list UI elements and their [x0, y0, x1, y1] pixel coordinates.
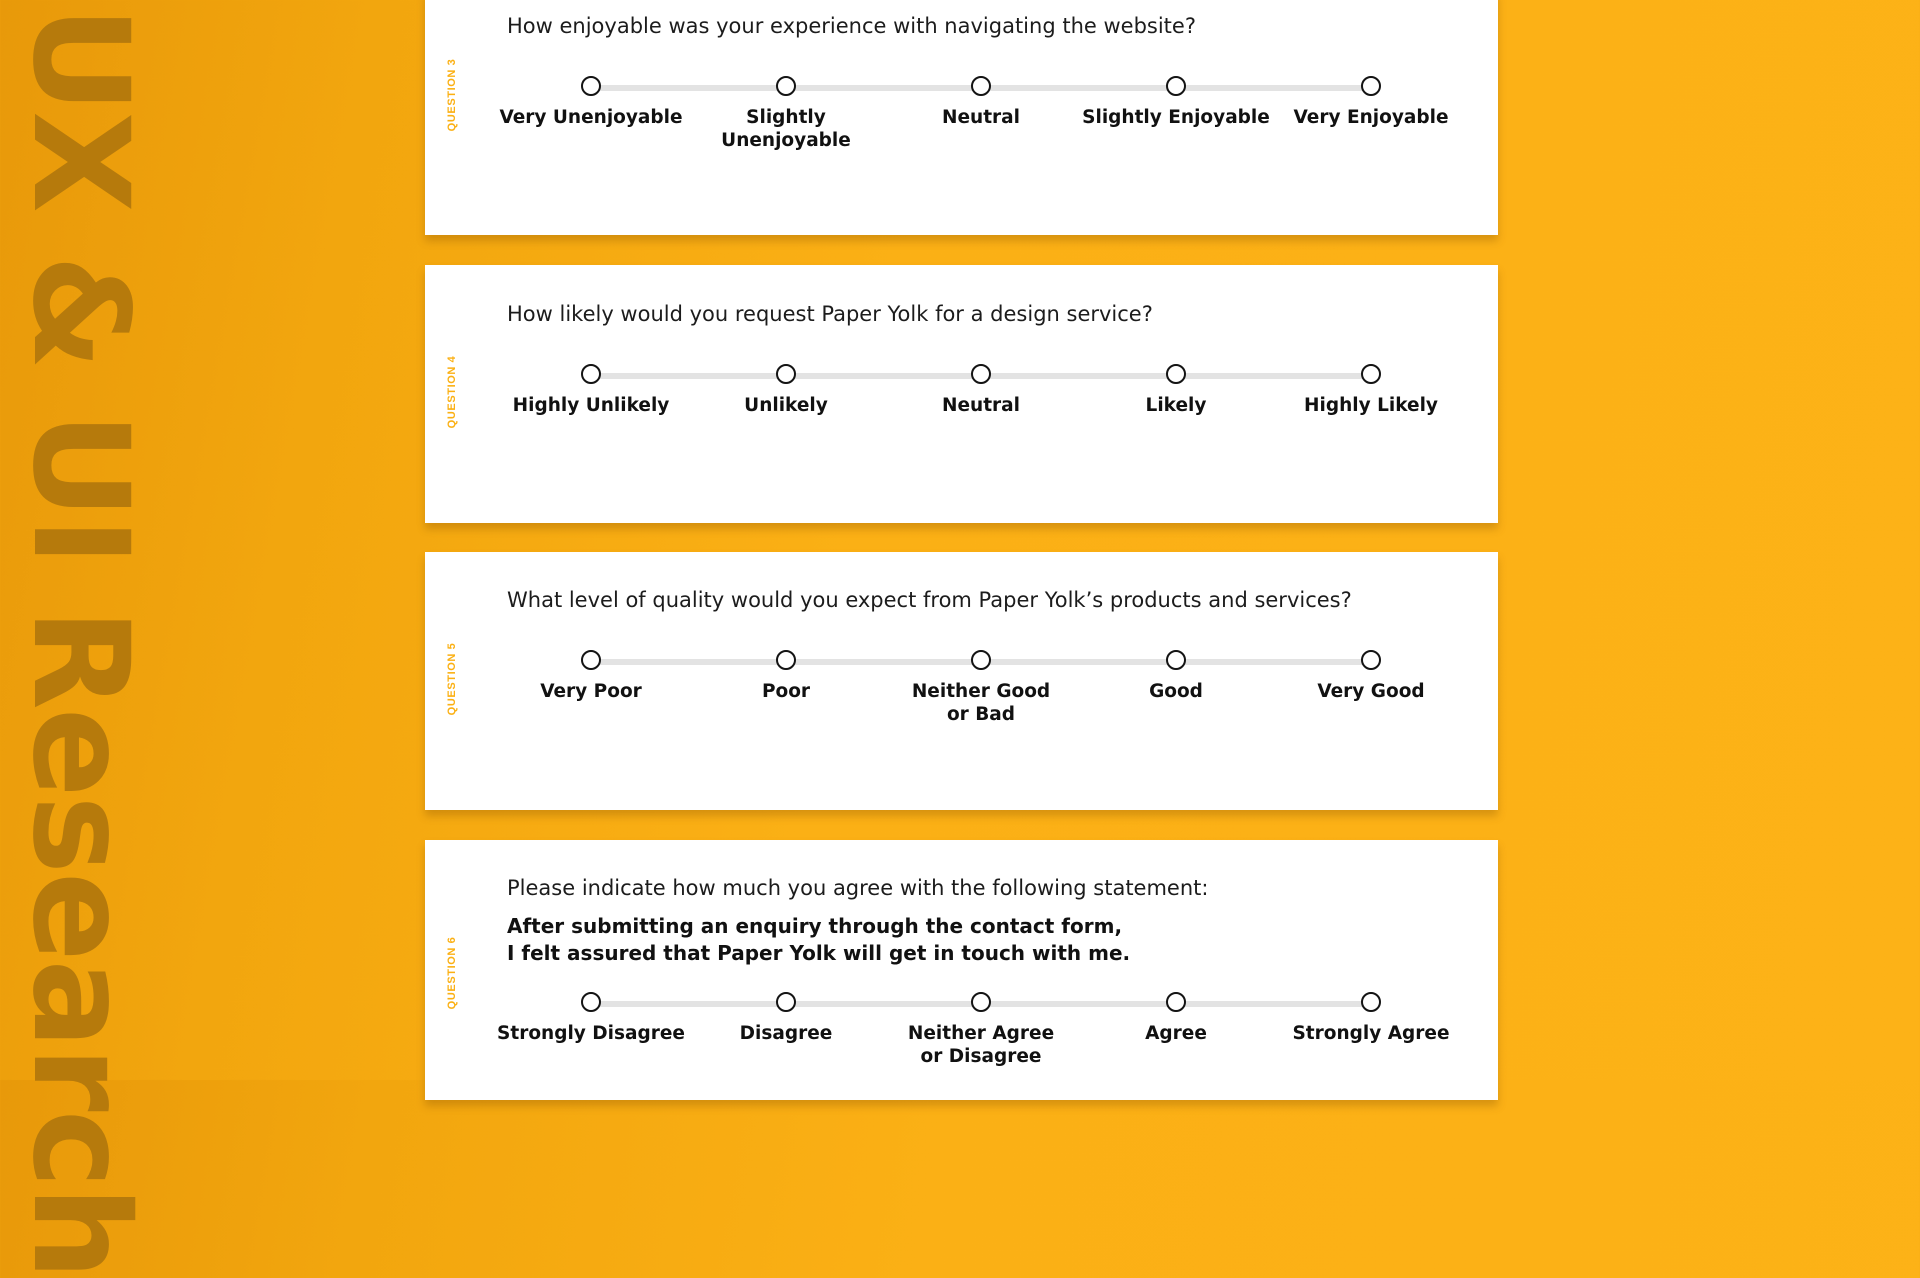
option-strongly-agree[interactable] [1273, 987, 1469, 1045]
question-text: Please indicate how much you agree with the following statement: [507, 876, 1209, 900]
rating-scale [497, 987, 1467, 1097]
radio-button[interactable] [1361, 364, 1381, 384]
question-text: What level of quality would you expect from Paper Yolk’s products and services? [507, 588, 1352, 612]
option-label: Very Enjoyable [1293, 107, 1449, 128]
option-poor[interactable] [688, 645, 884, 703]
option-label: Neither Agree or Disagree [907, 1023, 1055, 1067]
option-disagree[interactable] [688, 987, 884, 1045]
rating-scale [507, 359, 1467, 469]
option-label: Good [1149, 681, 1203, 702]
question-tag: QUESTION 3 [446, 58, 458, 132]
question-tag: QUESTION 5 [446, 642, 458, 716]
option-highly-unlikely[interactable] [493, 359, 689, 417]
option-label: Poor [761, 681, 811, 702]
option-label: Neither Good or Bad [911, 681, 1051, 725]
option-good[interactable] [1078, 645, 1274, 703]
radio-button[interactable] [776, 364, 796, 384]
radio-button[interactable] [1166, 992, 1186, 1012]
radio-button[interactable] [1361, 76, 1381, 96]
radio-button[interactable] [1166, 364, 1186, 384]
question-text: How enjoyable was your experience with navigating the website? [507, 14, 1196, 38]
option-neutral[interactable] [883, 71, 1079, 129]
option-agree[interactable] [1078, 987, 1274, 1045]
option-label: Highly Likely [1304, 395, 1438, 416]
option-neither-agree-or-disagree[interactable] [883, 987, 1079, 1068]
radio-button[interactable] [1166, 650, 1186, 670]
radio-button[interactable] [971, 364, 991, 384]
option-label: Very Good [1317, 681, 1425, 702]
option-label: Agree [1145, 1023, 1207, 1044]
radio-button[interactable] [1166, 76, 1186, 96]
option-very-good[interactable] [1273, 645, 1469, 703]
question-text: How likely would you request Paper Yolk for a design service? [507, 302, 1153, 326]
radio-button[interactable] [971, 992, 991, 1012]
option-very-enjoyable[interactable] [1273, 71, 1469, 129]
option-label: Strongly Agree [1292, 1023, 1450, 1044]
option-label: Very Poor [540, 681, 642, 702]
radio-button[interactable] [776, 992, 796, 1012]
option-label: Neutral [942, 395, 1020, 416]
radio-button[interactable] [581, 992, 601, 1012]
option-highly-likely[interactable] [1273, 359, 1469, 417]
radio-button[interactable] [971, 650, 991, 670]
option-neither-good-or-bad[interactable] [883, 645, 1079, 726]
radio-button[interactable] [776, 76, 796, 96]
radio-button[interactable] [581, 650, 601, 670]
option-slightly-unenjoyable[interactable] [688, 71, 884, 152]
option-label: Strongly Disagree [497, 1023, 685, 1044]
option-label: Likely [1145, 395, 1207, 416]
option-unlikely[interactable] [688, 359, 884, 417]
option-label: Highly Unlikely [512, 395, 670, 416]
statement-line-2: I felt assured that Paper Yolk will get in touch with me. [507, 941, 1131, 965]
option-strongly-disagree[interactable] [493, 987, 689, 1045]
radio-button[interactable] [581, 364, 601, 384]
question-tag: QUESTION 6 [446, 936, 458, 1010]
option-label: Slightly Enjoyable [1082, 107, 1270, 128]
question-tag: QUESTION 4 [446, 355, 458, 429]
rating-scale [499, 71, 1467, 181]
option-label: Very Unenjoyable [499, 107, 683, 128]
option-neutral[interactable] [883, 359, 1079, 417]
side-title: UX & UI Research [3, 6, 157, 1278]
rating-scale [507, 645, 1467, 755]
radio-button[interactable] [1361, 992, 1381, 1012]
option-very-poor[interactable] [493, 645, 689, 703]
radio-button[interactable] [1361, 650, 1381, 670]
question-card-3 [425, 0, 1498, 235]
statement-line-1: After submitting an enquiry through the contact form, [507, 914, 1123, 938]
question-card-6 [425, 840, 1498, 1100]
option-slightly-enjoyable[interactable] [1078, 71, 1274, 129]
option-likely[interactable] [1078, 359, 1274, 417]
option-label: Slightly Unenjoyable [721, 107, 851, 151]
radio-button[interactable] [971, 76, 991, 96]
question-card-5 [425, 552, 1498, 810]
question-statement [507, 913, 1130, 967]
radio-button[interactable] [776, 650, 796, 670]
option-label: Disagree [739, 1023, 833, 1044]
option-very-unenjoyable[interactable] [493, 71, 689, 129]
option-label: Neutral [942, 107, 1020, 128]
question-card-4 [425, 265, 1498, 523]
option-label: Unlikely [744, 395, 828, 416]
radio-button[interactable] [581, 76, 601, 96]
